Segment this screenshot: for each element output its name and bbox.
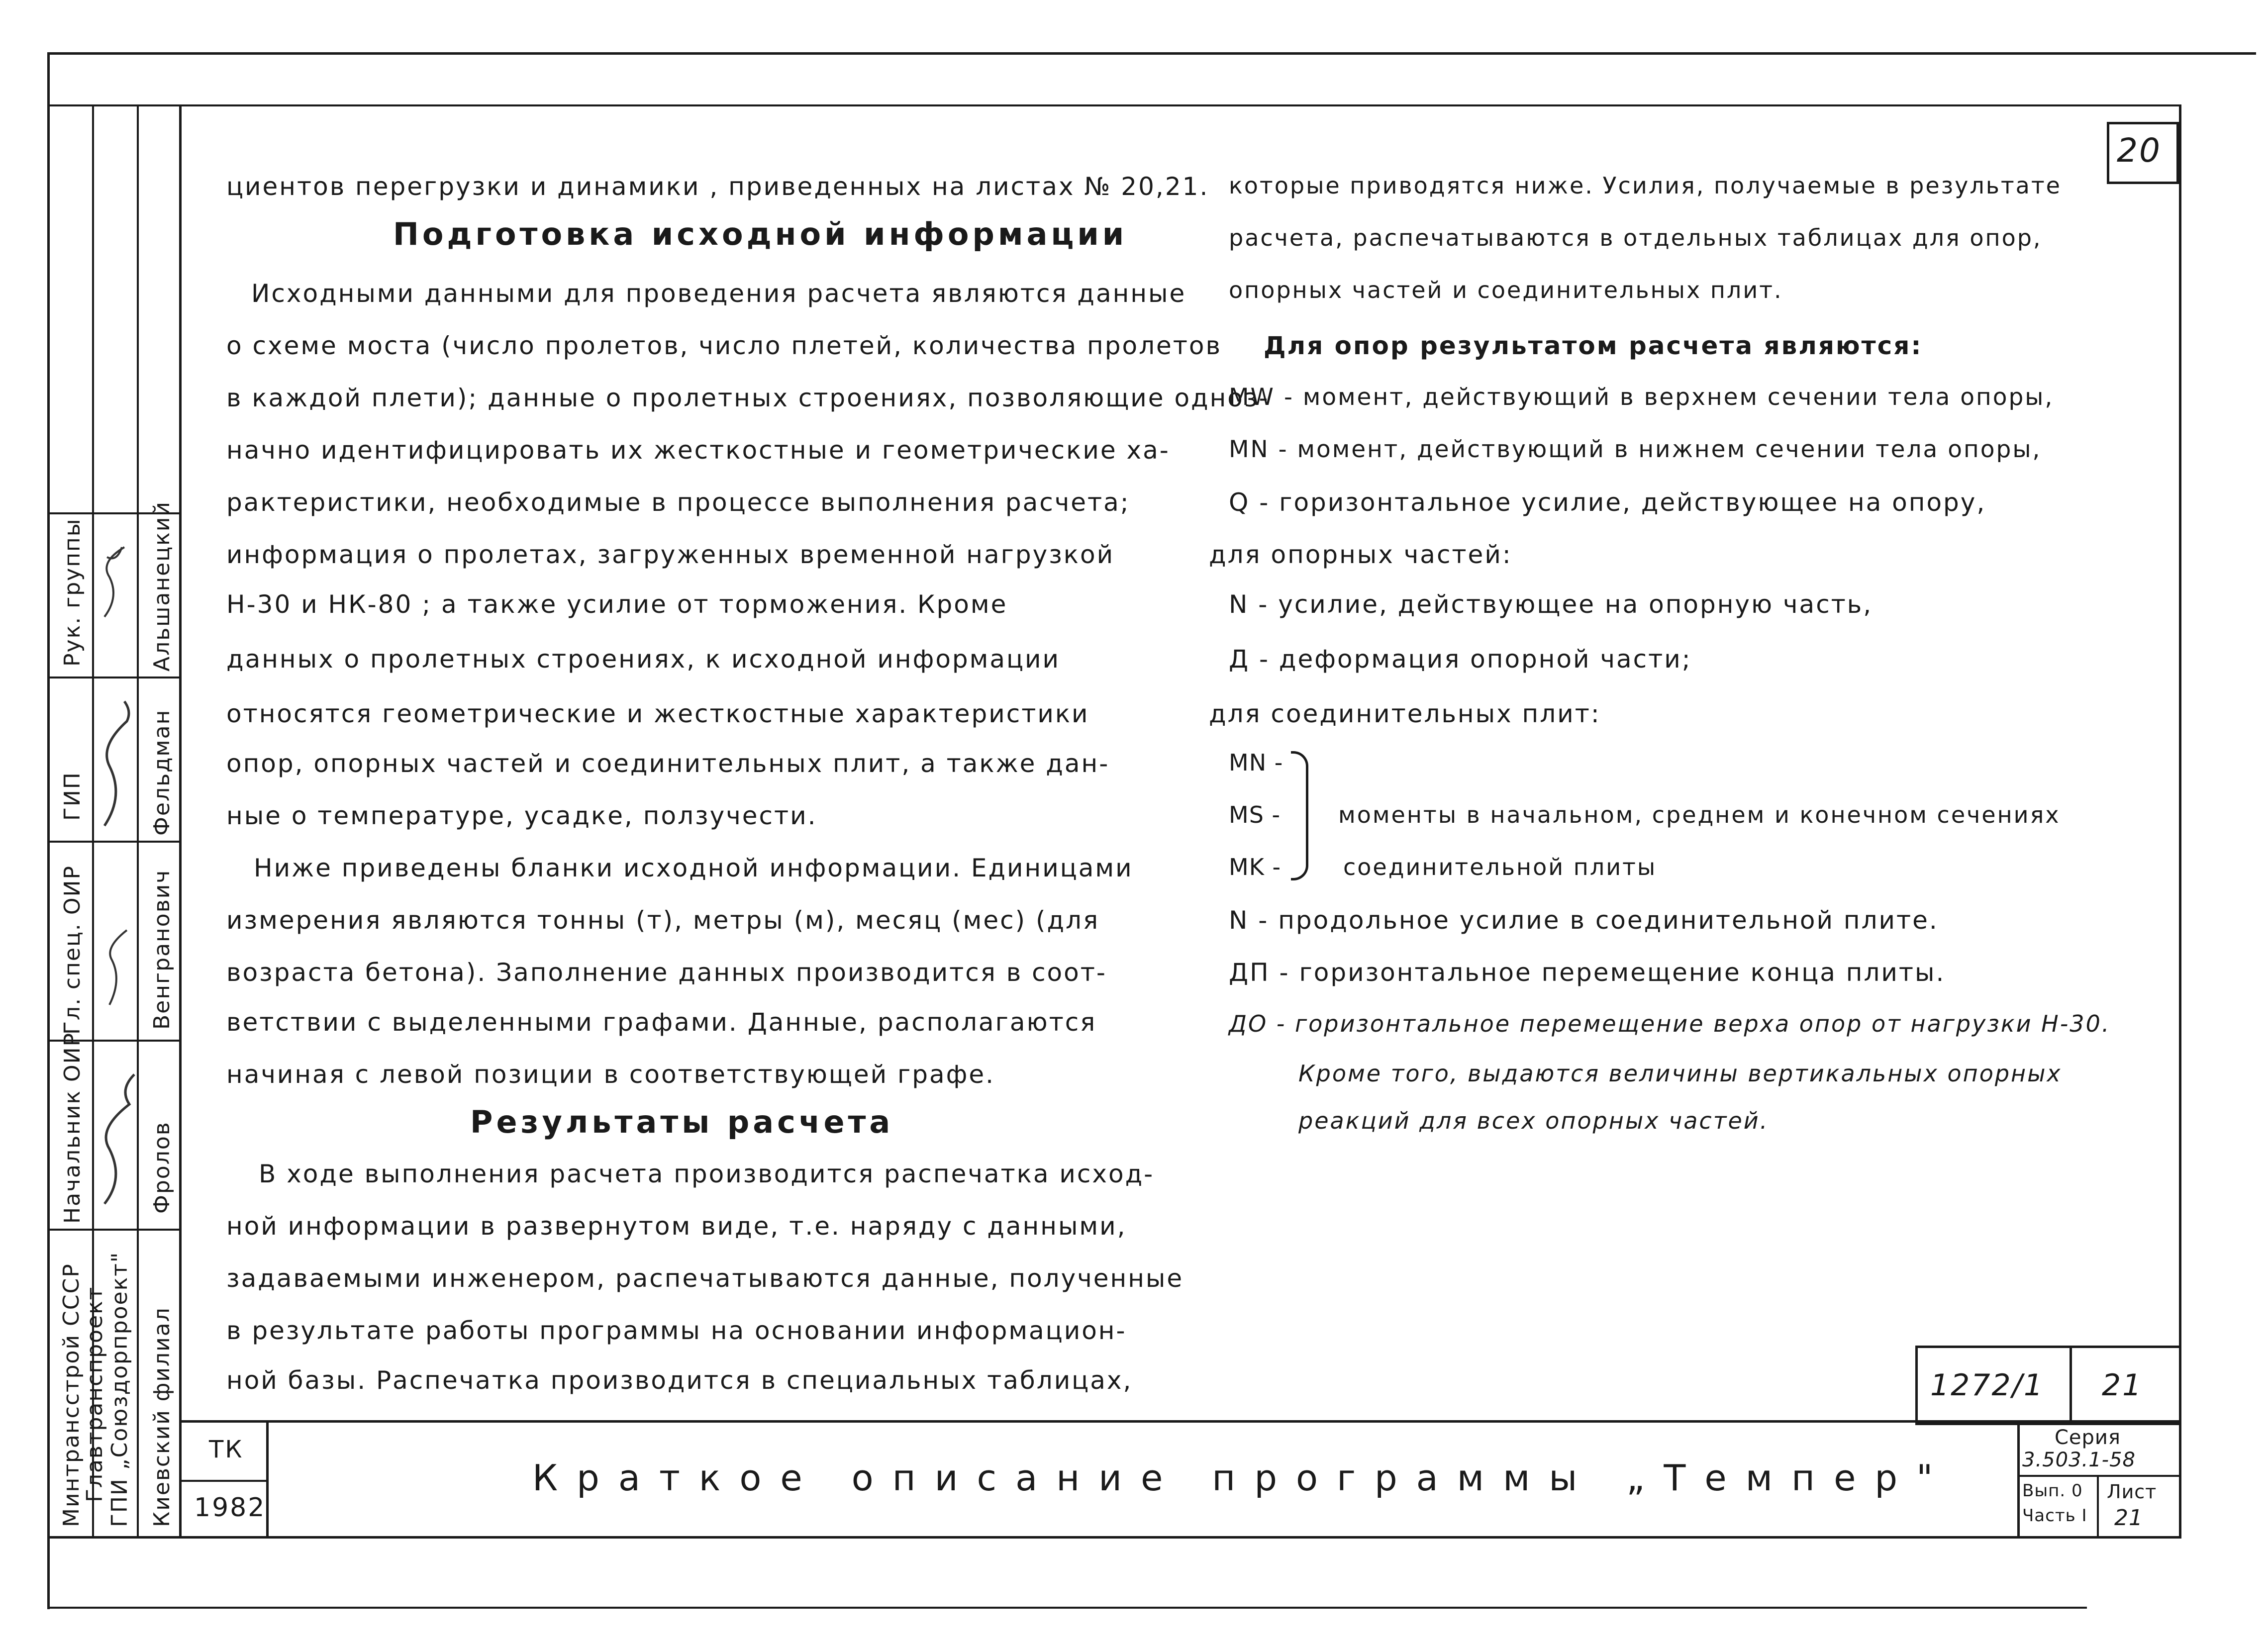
right-line-do: ДО - горизонтальное перемещение верха опор от нагрузки Н-30. bbox=[1229, 1010, 2111, 1037]
right-line-2: расчета, распечатываются в отдельных таблицах для опор, bbox=[1229, 224, 2042, 251]
left-line-17: начиная с левой позиции в соответствующей графе. bbox=[226, 1060, 995, 1089]
left-line-15: возраста бетона). Заполнение данных производится в соот- bbox=[226, 958, 1107, 987]
right-line-5: MW - момент, действующий в верхнем сечении тела опоры, bbox=[1229, 384, 2054, 411]
right-line-1: которые приводятся ниже. Усилия, получаемые в результате bbox=[1229, 172, 2062, 199]
right-line-7: Q - горизонтальное усилие, действующее на опору, bbox=[1229, 488, 1986, 517]
inner-top-border-line bbox=[47, 104, 2181, 106]
name-alshanetsky: Альшанецкий bbox=[149, 501, 175, 672]
stamp-right-divider bbox=[2017, 1420, 2020, 1537]
stamp-tk: ТК bbox=[209, 1436, 244, 1463]
signature-marks bbox=[95, 517, 137, 1224]
stamp-series-line bbox=[2017, 1475, 2181, 1477]
left-line-14: измерения являются тонны (т), метры (м), месяц (мес) (для bbox=[226, 906, 1100, 935]
stamp-tk-line bbox=[182, 1480, 267, 1482]
role-gip: ГИП bbox=[60, 772, 85, 821]
right-line-plate: соединительной плиты bbox=[1343, 854, 1657, 880]
left-line-10: относятся геометрические и жесткостные характеристики bbox=[226, 699, 1089, 728]
stamp-left-divider bbox=[266, 1420, 269, 1537]
right-line-dp: ДП - горизонтальное перемещение конца плиты. bbox=[1229, 958, 1946, 987]
stamp-page: 21 bbox=[2102, 1368, 2143, 1403]
plate-label-mn: MN - bbox=[1229, 749, 1283, 776]
sidebar-inner-line-2 bbox=[137, 104, 139, 1537]
org-ministry: Минтрансстрой СССР bbox=[59, 1263, 84, 1527]
stamp-sheet-label: Лист bbox=[2107, 1481, 2157, 1503]
name-frolov: Фролов bbox=[149, 1121, 175, 1214]
left-line-13: Ниже приведены бланки исходной информации. Единицами bbox=[254, 854, 1133, 882]
left-line-6: рактеристики, необходимые в процессе выполнения расчета; bbox=[226, 488, 1130, 517]
org-glavtransproekt: Главтранспроект bbox=[82, 1286, 107, 1502]
stamp-year: 1982 bbox=[194, 1493, 266, 1523]
heading-prep: Подготовка исходной информации bbox=[393, 216, 1128, 252]
left-line-19: ной информации в развернутом виде, т.е. наряду с данными, bbox=[226, 1212, 1127, 1241]
sheet-number-top: 20 bbox=[2117, 131, 2162, 170]
left-line-12: ные о температуре, усадке, ползучести. bbox=[226, 801, 817, 830]
right-line-9: N - усилие, действующее на опорную часть, bbox=[1229, 590, 1873, 619]
name-vengranovich: Венгранович bbox=[149, 869, 175, 1030]
right-line-also: Кроме того, выдаются величины вертикальных опорных bbox=[1298, 1060, 2062, 1087]
org-kiev-branch: Киевский филиал bbox=[149, 1307, 175, 1527]
stamp-title: Краткое описание программы „Темпер" bbox=[532, 1457, 1952, 1499]
sidebar-inner-line-3 bbox=[179, 104, 182, 1537]
right-line-reactions: реакций для всех опорных частей. bbox=[1298, 1107, 1769, 1134]
heading-results: Результаты расчета bbox=[470, 1104, 894, 1140]
stamp-series-label: Серия bbox=[2055, 1426, 2121, 1449]
left-line-20: задаваемыми инженером, распечатываются данные, полученные bbox=[226, 1264, 1184, 1293]
plate-label-ms: MS - bbox=[1229, 801, 1281, 828]
left-line-7: информация о пролетах, загруженных временной нагрузкой bbox=[226, 540, 1115, 569]
org-soyuzdorproekt: ГПИ „Союздорпроект" bbox=[107, 1251, 132, 1527]
stamp-code-divider bbox=[2070, 1346, 2072, 1420]
right-border-line bbox=[2179, 104, 2181, 1537]
right-line-3: опорных частей и соединительных плит. bbox=[1229, 277, 1783, 303]
role-head-oir: Начальник ОИР bbox=[60, 1032, 85, 1224]
top-border-line bbox=[47, 52, 2256, 55]
stamp-sheet-value: 21 bbox=[2114, 1505, 2143, 1531]
right-line-4: Для опор результатом расчета являются: bbox=[1264, 331, 1923, 360]
stamp-top-line bbox=[182, 1420, 2181, 1423]
left-line-8: Н-30 и НК-80 ; а также усилие от торможения. Кроме bbox=[226, 590, 1008, 619]
left-line-2: Исходными данными для проведения расчета являются данные bbox=[251, 279, 1186, 308]
footer-line bbox=[47, 1607, 2087, 1609]
left-line-4: в каждой плети); данные о пролетных строениях, позволяющие одноз- bbox=[226, 384, 1270, 412]
left-line-1: циентов перегрузки и динамики , приведенных на листах № 20,21. bbox=[226, 172, 1209, 201]
left-line-16: ветствии с выделенными графами. Данные, располагаются bbox=[226, 1008, 1097, 1037]
right-line-moments: моменты в начальном, среднем и конечном сечениях bbox=[1338, 801, 2061, 828]
stamp-issue-label: Вып. 0 bbox=[2022, 1481, 2083, 1501]
stamp-part-label: Часть I bbox=[2022, 1506, 2087, 1526]
left-line-3: о схеме моста (число пролетов, число плетей, количества пролетов bbox=[226, 331, 1222, 360]
plate-brace bbox=[1291, 751, 1308, 880]
left-line-11: опор, опорных частей и соединительных плит, а также дан- bbox=[226, 749, 1110, 778]
role-chief-spec: Гл. спец. ОИР bbox=[60, 865, 85, 1035]
left-line-9: данных о пролетных строениях, к исходной информации bbox=[226, 645, 1061, 674]
right-line-n: N - продольное усилие в соединительной плите. bbox=[1229, 906, 1939, 935]
stamp-series-value: 3.503.1-58 bbox=[2022, 1449, 2136, 1471]
name-feldman: Фельдман bbox=[149, 709, 175, 836]
left-line-22: ной базы. Распечатка производится в специальных таблицах, bbox=[226, 1366, 1133, 1395]
stamp-doc-code: 1272/1 bbox=[1930, 1368, 2045, 1403]
left-line-5: начно идентифицировать их жесткостные и геометрические ха- bbox=[226, 436, 1170, 465]
right-line-8: для опорных частей: bbox=[1209, 540, 1512, 569]
right-line-10: Д - деформация опорной части; bbox=[1229, 645, 1692, 674]
plate-label-mk: MK - bbox=[1229, 854, 1282, 880]
role-group-head: Рук. группы bbox=[60, 518, 85, 667]
left-line-21: в результате работы программы на основании информацион- bbox=[226, 1316, 1127, 1345]
stamp-sheet-divider bbox=[2097, 1475, 2099, 1537]
right-line-6: MN - момент, действующий в нижнем сечении тела опоры, bbox=[1229, 436, 2042, 463]
bottom-frame-line bbox=[47, 1536, 2181, 1539]
right-line-11: для соединительных плит: bbox=[1209, 699, 1601, 728]
sidebar-sep-5 bbox=[47, 1229, 182, 1231]
left-line-18: В ходе выполнения расчета производится распечатка исход- bbox=[259, 1160, 1155, 1188]
left-border-line bbox=[47, 52, 50, 1609]
